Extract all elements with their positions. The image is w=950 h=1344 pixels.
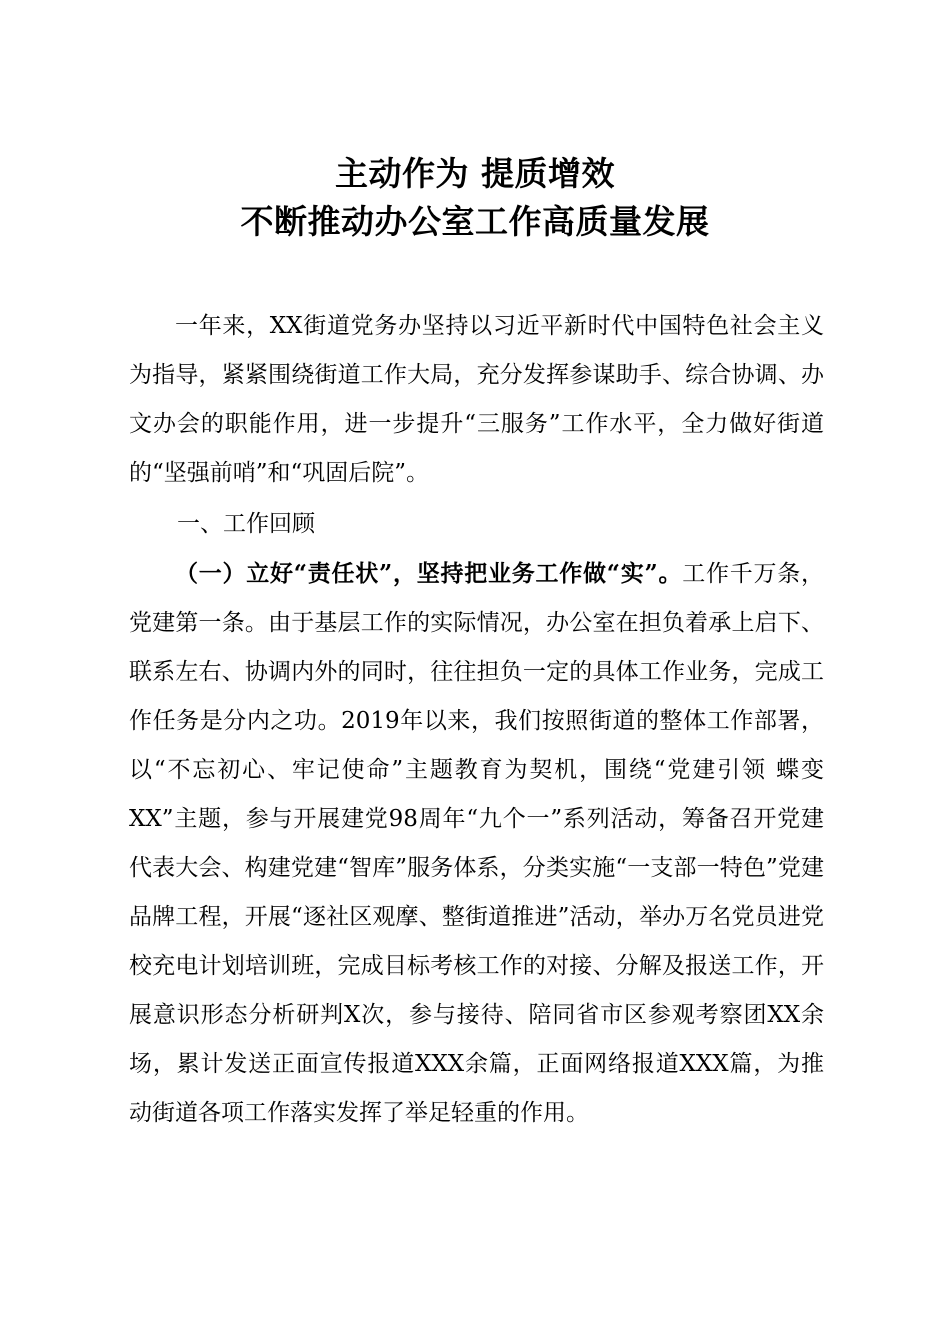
section-heading: 一、工作回顾 <box>177 511 315 537</box>
document-title-line-1: 主动作为 提质增效 <box>335 154 615 193</box>
document-title-line-2: 不断推动办公室工作高质量发展 <box>240 202 710 241</box>
subsection-heading: （一）立好“责任状”，坚持把业务工作做“实”。 <box>175 560 683 587</box>
subsection-paragraph <box>129 549 824 1138</box>
intro-paragraph: 一年来，XX街道党务办坚持以习近平新时代中国特色社会主义为指导，紧紧围绕街道工作大局，充分发挥参谋助手、综合协调、办文办会的职能作用，进一步提升“三服务”工作水平，全力做好街道的“坚强前哨”和“巩固后院”。 <box>129 313 824 486</box>
subsection-body: 工作千万条，党建第一条。由于基层工作的实际情况，办公室在担负着承上启下、联系左右、协调内外的同时，往往担负一定的具体工作业务，完成工作任务是分内之功。2019年以来，我们按照街道的整体工作部署，以“不忘初心、牢记使命”主题教育为契机，围绕“党建引领 蝶变XX”主题，参与开展建党98周年“九个一”系列活动，筹备召开党建代表大会、构建党建“智库”服务体系，分类实施“一支部一特色”党建品牌工程，开展“逐社区观摩、整街道推进”活动，举办万名党员进党校充电计划培训班，完成目标考核工作的对接、分解及报送工作，开展意识形态分析研判X次，参与接待、陪同省市区参观考察团XX余场，累计发送正面宣传报道XXX余篇，正面网络报道XXX篇，为推动街道各项工作落实发挥了举足轻重的作用。 <box>129 561 824 1126</box>
